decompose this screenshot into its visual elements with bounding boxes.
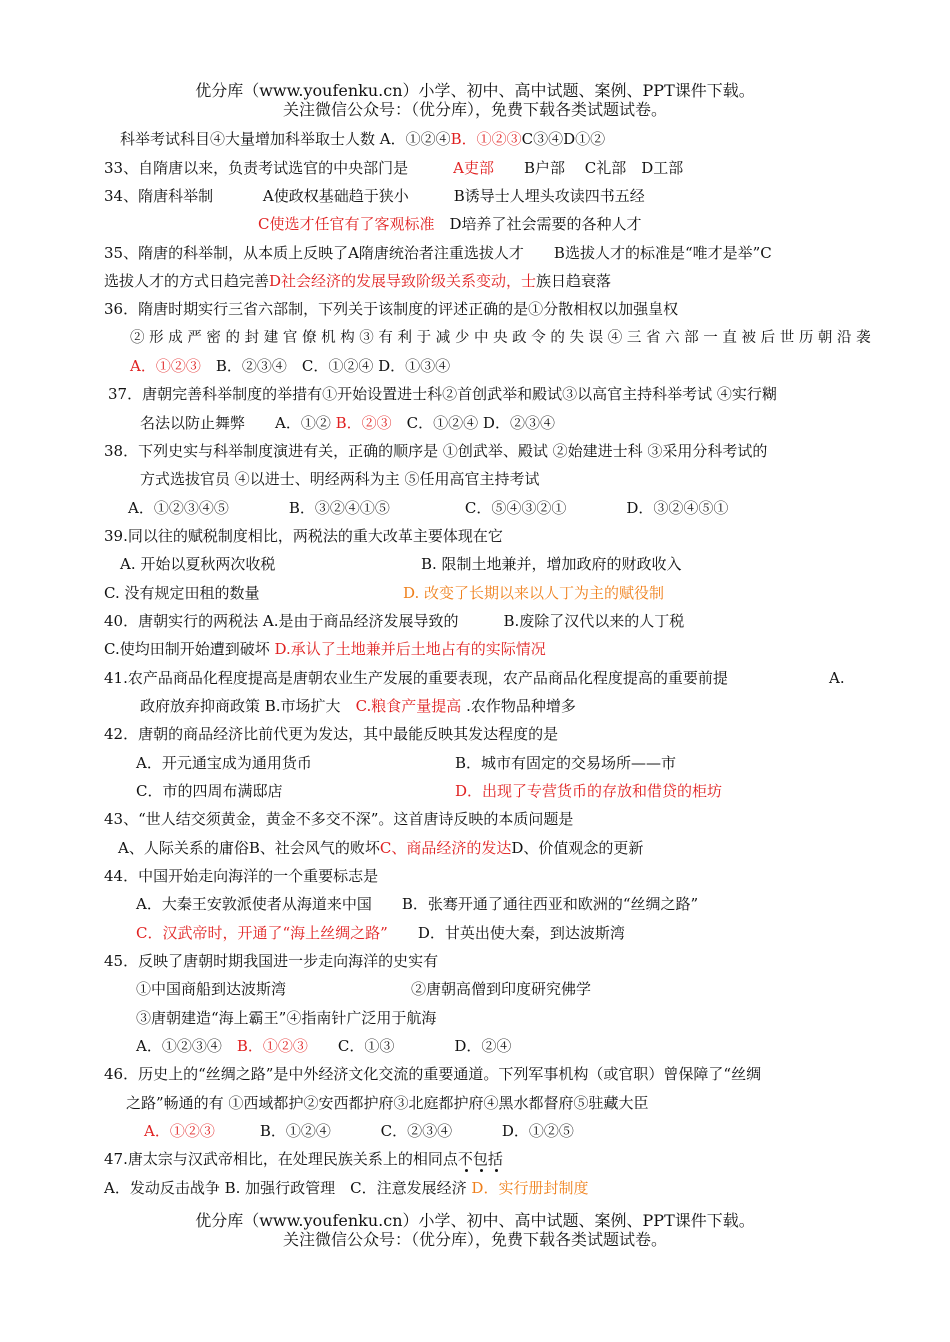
answer: C．汉武帝时，开通了“海上丝绸之路” <box>136 924 388 942</box>
answer: D．实行册封制度 <box>471 1179 589 1197</box>
question-45-item-1: ①中国商船到达波斯湾 <box>136 980 287 998</box>
question-45-options: A．①②③④ B．①②③ C．①③ D．②④ <box>136 1037 512 1055</box>
question-42-option-d-answer: D．出现了专营货币的存放和借贷的柜坊 <box>455 782 723 800</box>
question-44-options-cd: C．汉武帝时，开通了“海上丝绸之路” D．甘英出使大秦，到达波斯湾 <box>136 924 625 942</box>
question-39-option-d-answer: D. 改变了长期以来以人丁为主的赋役制 <box>403 584 665 602</box>
answer: B．①②③ <box>450 130 522 148</box>
question-42-option-b: B．城市有固定的交易场所——市 <box>455 754 677 772</box>
question-36-items: ② 形 成 严 密 的 封 建 官 僚 机 构 ③ 有 利 于 减 少 中 央 政 令 的 失 误 ④ 三 省 六 部 一 直 被 后 世 历 朝 沿 袭 <box>130 330 871 346</box>
line-continuation: 科举考试科目④大量增加科举取士人数 A．①②④B．①②③C③④D①② <box>120 130 606 148</box>
answer: C、商品经济的发达 <box>379 839 512 857</box>
question-34: 34、隋唐科举制 A使政权基础趋于狭小 B诱导士人埋头攻读四书五经 <box>104 187 645 205</box>
question-39-option-a: A. 开始以夏秋两次收税 <box>120 555 276 573</box>
question-42-option-c: C．市的四周布满邸店 <box>136 782 283 800</box>
question-46-options: A．①②③ B．①②④ C．②③④ D．①②⑤ <box>144 1122 574 1140</box>
header-line-1: 优分库（www.youfenku.cn）小学、初中、高中试题、案例、PPT课件下载。 <box>195 81 755 100</box>
answer: C使选才任官有了客观标准 <box>258 215 435 233</box>
question-40-cont: C.使均田制开始遭到破坏 D.承认了土地兼并后土地占有的实际情况 <box>104 640 546 658</box>
footer-line-1: 优分库（www.youfenku.cn）小学、初中、高中试题、案例、PPT课件下载。 <box>195 1211 755 1230</box>
question-44: 44．中国开始走向海洋的一个重要标志是 <box>104 867 379 885</box>
question-35: 35、隋唐的科举制，从本质上反映了A隋唐统治者注重选拔人才 B选拔人才的标准是“唯才是举”C <box>104 244 772 262</box>
question-36-options: A．①②③ B．②③④ C．①②④ D．①③④ <box>130 357 451 375</box>
question-47: 47.唐太宗与汉武帝相比，在处理民族关系上的相同点不包括 <box>104 1150 503 1168</box>
answer: C.粮食产量提高 <box>355 697 462 715</box>
question-39-option-c: C. 没有规定田租的数量 <box>104 584 260 602</box>
header-line-2: 关注微信公众号：（优分库），免费下载各类试题试卷。 <box>282 100 667 119</box>
question-43: 43、“世人结交须黄金，黄金不多交不深”。这首唐诗反映的本质问题是 <box>104 810 574 828</box>
question-46: 46．历史上的“丝绸之路”是中外经济文化交流的重要通道。下列军事机构（或官职）曾保障了“丝绸 <box>104 1065 762 1083</box>
question-43-options: A、人际关系的庸俗B、社会风气的败坏C、商品经济的发达D、价值观念的更新 <box>118 839 644 857</box>
question-35-cont: 选拔人才的方式日趋完善D社会经济的发展导致阶级关系变动，士族日趋衰落 <box>104 272 612 290</box>
footer-line-2: 关注微信公众号：（优分库），免费下载各类试题试卷。 <box>282 1230 667 1249</box>
answer: D社会经济的发展导致阶级关系变动，士 <box>269 272 537 290</box>
question-46-cont: 之路”畅通的有 ①西域都护②安西都护府③北庭都护府④黑水都督府⑤驻藏大臣 <box>126 1094 649 1112</box>
question-38-options: A．①②③④⑤ B．③②④①⑤ C．⑤④③②① D．③②④⑤① <box>128 499 729 517</box>
question-41: 41.农产品商品化程度提高是唐朝农业生产发展的重要表现，农产品商品化程度提高的重要前提 <box>104 669 728 687</box>
question-39-option-b: B. 限制土地兼并，增加政府的财政收入 <box>421 555 682 573</box>
question-37-cont: 名法以防止舞弊 A．①② B．②③ C．①②④ D．②③④ <box>140 414 555 432</box>
question-36: 36．隋唐时期实行三省六部制，下列关于该制度的评述正确的是①分散相权以加强皇权 <box>104 300 679 318</box>
question-42: 42．唐朝的商品经济比前代更为发达，其中最能反映其发达程度的是 <box>104 725 559 743</box>
answer: B．①②③ <box>236 1037 308 1055</box>
answer: B．②③ <box>335 414 392 432</box>
question-45-items-3-4: ③唐朝建造“海上霸王”④指南针广泛用于航海 <box>136 1009 437 1027</box>
answer: A．①②③ <box>144 1122 215 1140</box>
question-38: 38．下列史实与科举制度演进有关，正确的顺序是 ①创武举、殿试 ②始建进士科 ③采用分科考试的 <box>104 442 768 460</box>
question-41-cont: 政府放弃抑商政策 B.市场扩大 C.粮食产量提高 .农作物品种增多 <box>140 697 576 715</box>
answer: D.承认了土地兼并后土地占有的实际情况 <box>274 640 546 658</box>
answer: A．①②③ <box>130 357 201 375</box>
question-44-options-ab: A．大秦王安敦派使者从海道来中国 B．张骞开通了通往西亚和欧洲的“丝绸之路” <box>136 895 699 913</box>
question-42-option-a: A．开元通宝成为通用货币 <box>136 754 312 772</box>
question-39: 39.同以往的赋税制度相比，两税法的重大改革主要体现在它 <box>104 527 503 545</box>
question-37: 37．唐朝完善科举制度的举措有①开始设置进士科②首创武举和殿试③以高官主持科举考试 ④实行糊 <box>108 385 777 403</box>
question-45: 45．反映了唐朝时期我国进一步走向海洋的史实有 <box>104 952 439 970</box>
question-38-cont: 方式选拔官员 ④以进士、明经两科为主 ⑤任用高官主持考试 <box>140 470 540 488</box>
question-45-item-2: ②唐朝高僧到印度研究佛学 <box>411 980 592 998</box>
question-40: 40．唐朝实行的两税法 A.是由于商品经济发展导致的 B.废除了汉代以来的人丁税 <box>104 612 685 630</box>
answer: A吏部 <box>453 159 494 177</box>
question-34-options: C使选才任官有了客观标准 D培养了社会需要的各种人才 <box>258 215 642 233</box>
question-33: 33、自隋唐以来，负责考试选官的中央部门是 A吏部 B户部 C礼部 D工部 <box>104 159 684 177</box>
question-41-option-a-label: A. <box>829 669 845 687</box>
question-47-options: A．发动反击战争 B. 加强行政管理 C．注意发展经济 D．实行册封制度 <box>104 1179 589 1197</box>
